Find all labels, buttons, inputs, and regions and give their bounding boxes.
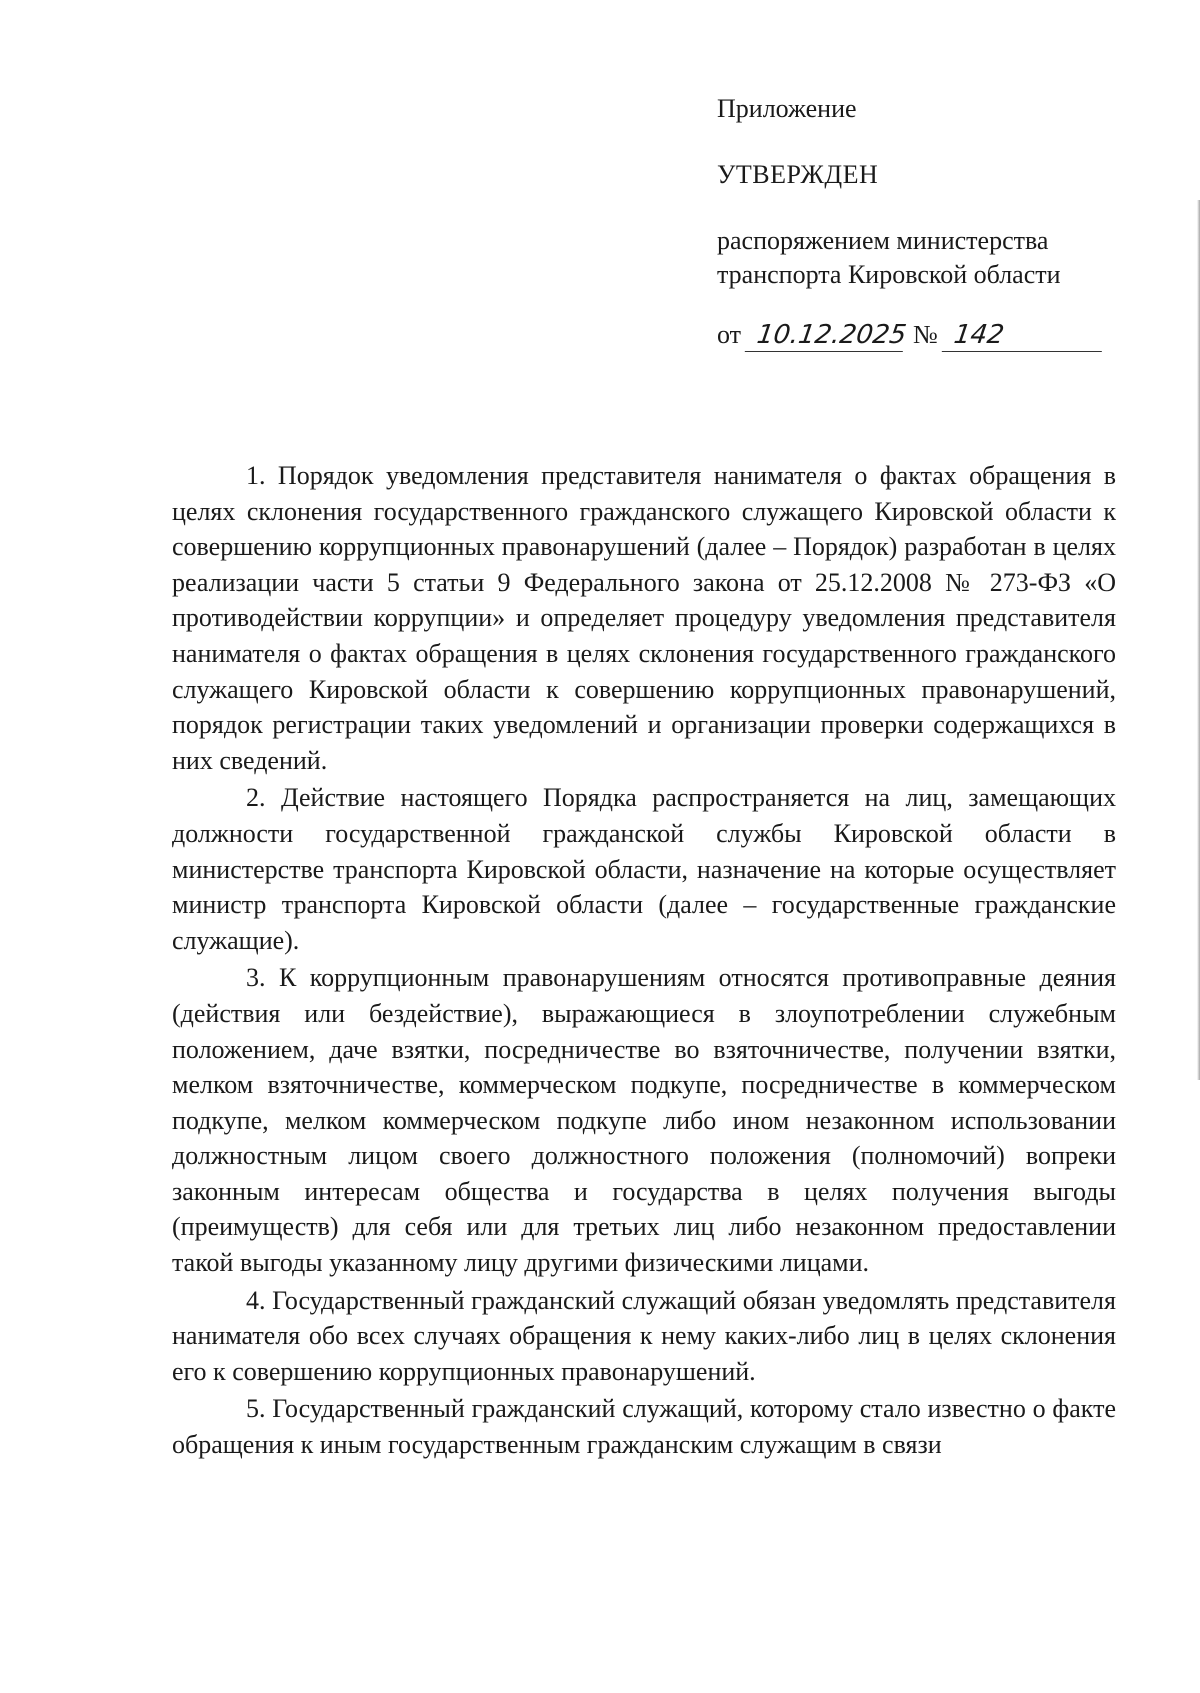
document-body — [172, 458, 1116, 1463]
issuer-line-1: распоряжением министерства — [717, 226, 1049, 255]
paragraph-5: 5. Государственный гражданский служащий, которому стало известно о факте обращения к иным государственным гражданским служащим в связи — [172, 1394, 1116, 1460]
issuer-line-2: транспорта Кировской области — [717, 260, 1061, 289]
date-prefix: от — [717, 320, 742, 349]
appendix-label: Приложение — [717, 94, 857, 123]
handwritten-number: 142 — [942, 320, 1106, 352]
approved-stamp-title: УТВЕРЖДЕН — [717, 160, 879, 189]
handwritten-date: 10.12.2025 — [745, 320, 907, 352]
number-sign: № — [913, 320, 938, 349]
issuer-block — [717, 224, 1117, 292]
paragraph-4: 4. Государственный гражданский служащий обязан уведомлять представителя нанимателя обо всех случаях обращения к нему каких-либо лиц в целях склонения его к совершению коррупционных правонарушений. — [172, 1285, 1116, 1386]
approval-block — [717, 92, 1117, 352]
date-number-line — [717, 318, 1117, 352]
paragraph-2: 2. Действие настоящего Порядка распространяется на лиц, замещающих должности государственной гражданской службы Кировской области в министерстве транспорта Кировской области, назначение на которые осуществляет министр транспорта Кировской области (далее – государственные гражданские служащие). — [172, 783, 1116, 955]
paragraph-3: 3. К коррупционным правонарушениям относятся противоправные деяния (действия или бездействие), выражающиеся в злоупотреблении служебным положением, даче взятки, посредничестве во взяточничестве, получении взятки, мелком взяточничестве, коммерческом подкупе, посредничестве в коммерческом подкупе, мелком коммерческом подкупе либо ином незаконном использовании должностным лицом своего должностного положения (полномочий) вопреки законным интересам общества и государства в целях получения выгоды (преимуществ) для себя или для третьих лиц либо незаконном предоставлении такой выгоды указанному лицу другими физическими лицами. — [172, 963, 1116, 1278]
paragraph-1: 1. Порядок уведомления представителя нанимателя о фактах обращения в целях склонения государственного гражданского служащего Кировской области к совершению коррупционных правонарушений (далее – Порядок) разработан в целях реализации части 5 статьи 9 Федерального закона от 25.12.2008 № 273-ФЗ «О противодействии коррупции» и определяет процедуру уведомления представителя нанимателя о фактах обращения в целях склонения государственного гражданского служащего Кировской области к совершению коррупционных правонарушений, порядок регистрации таких уведомлений и организации проверки содержащихся в них сведений. — [172, 461, 1116, 775]
